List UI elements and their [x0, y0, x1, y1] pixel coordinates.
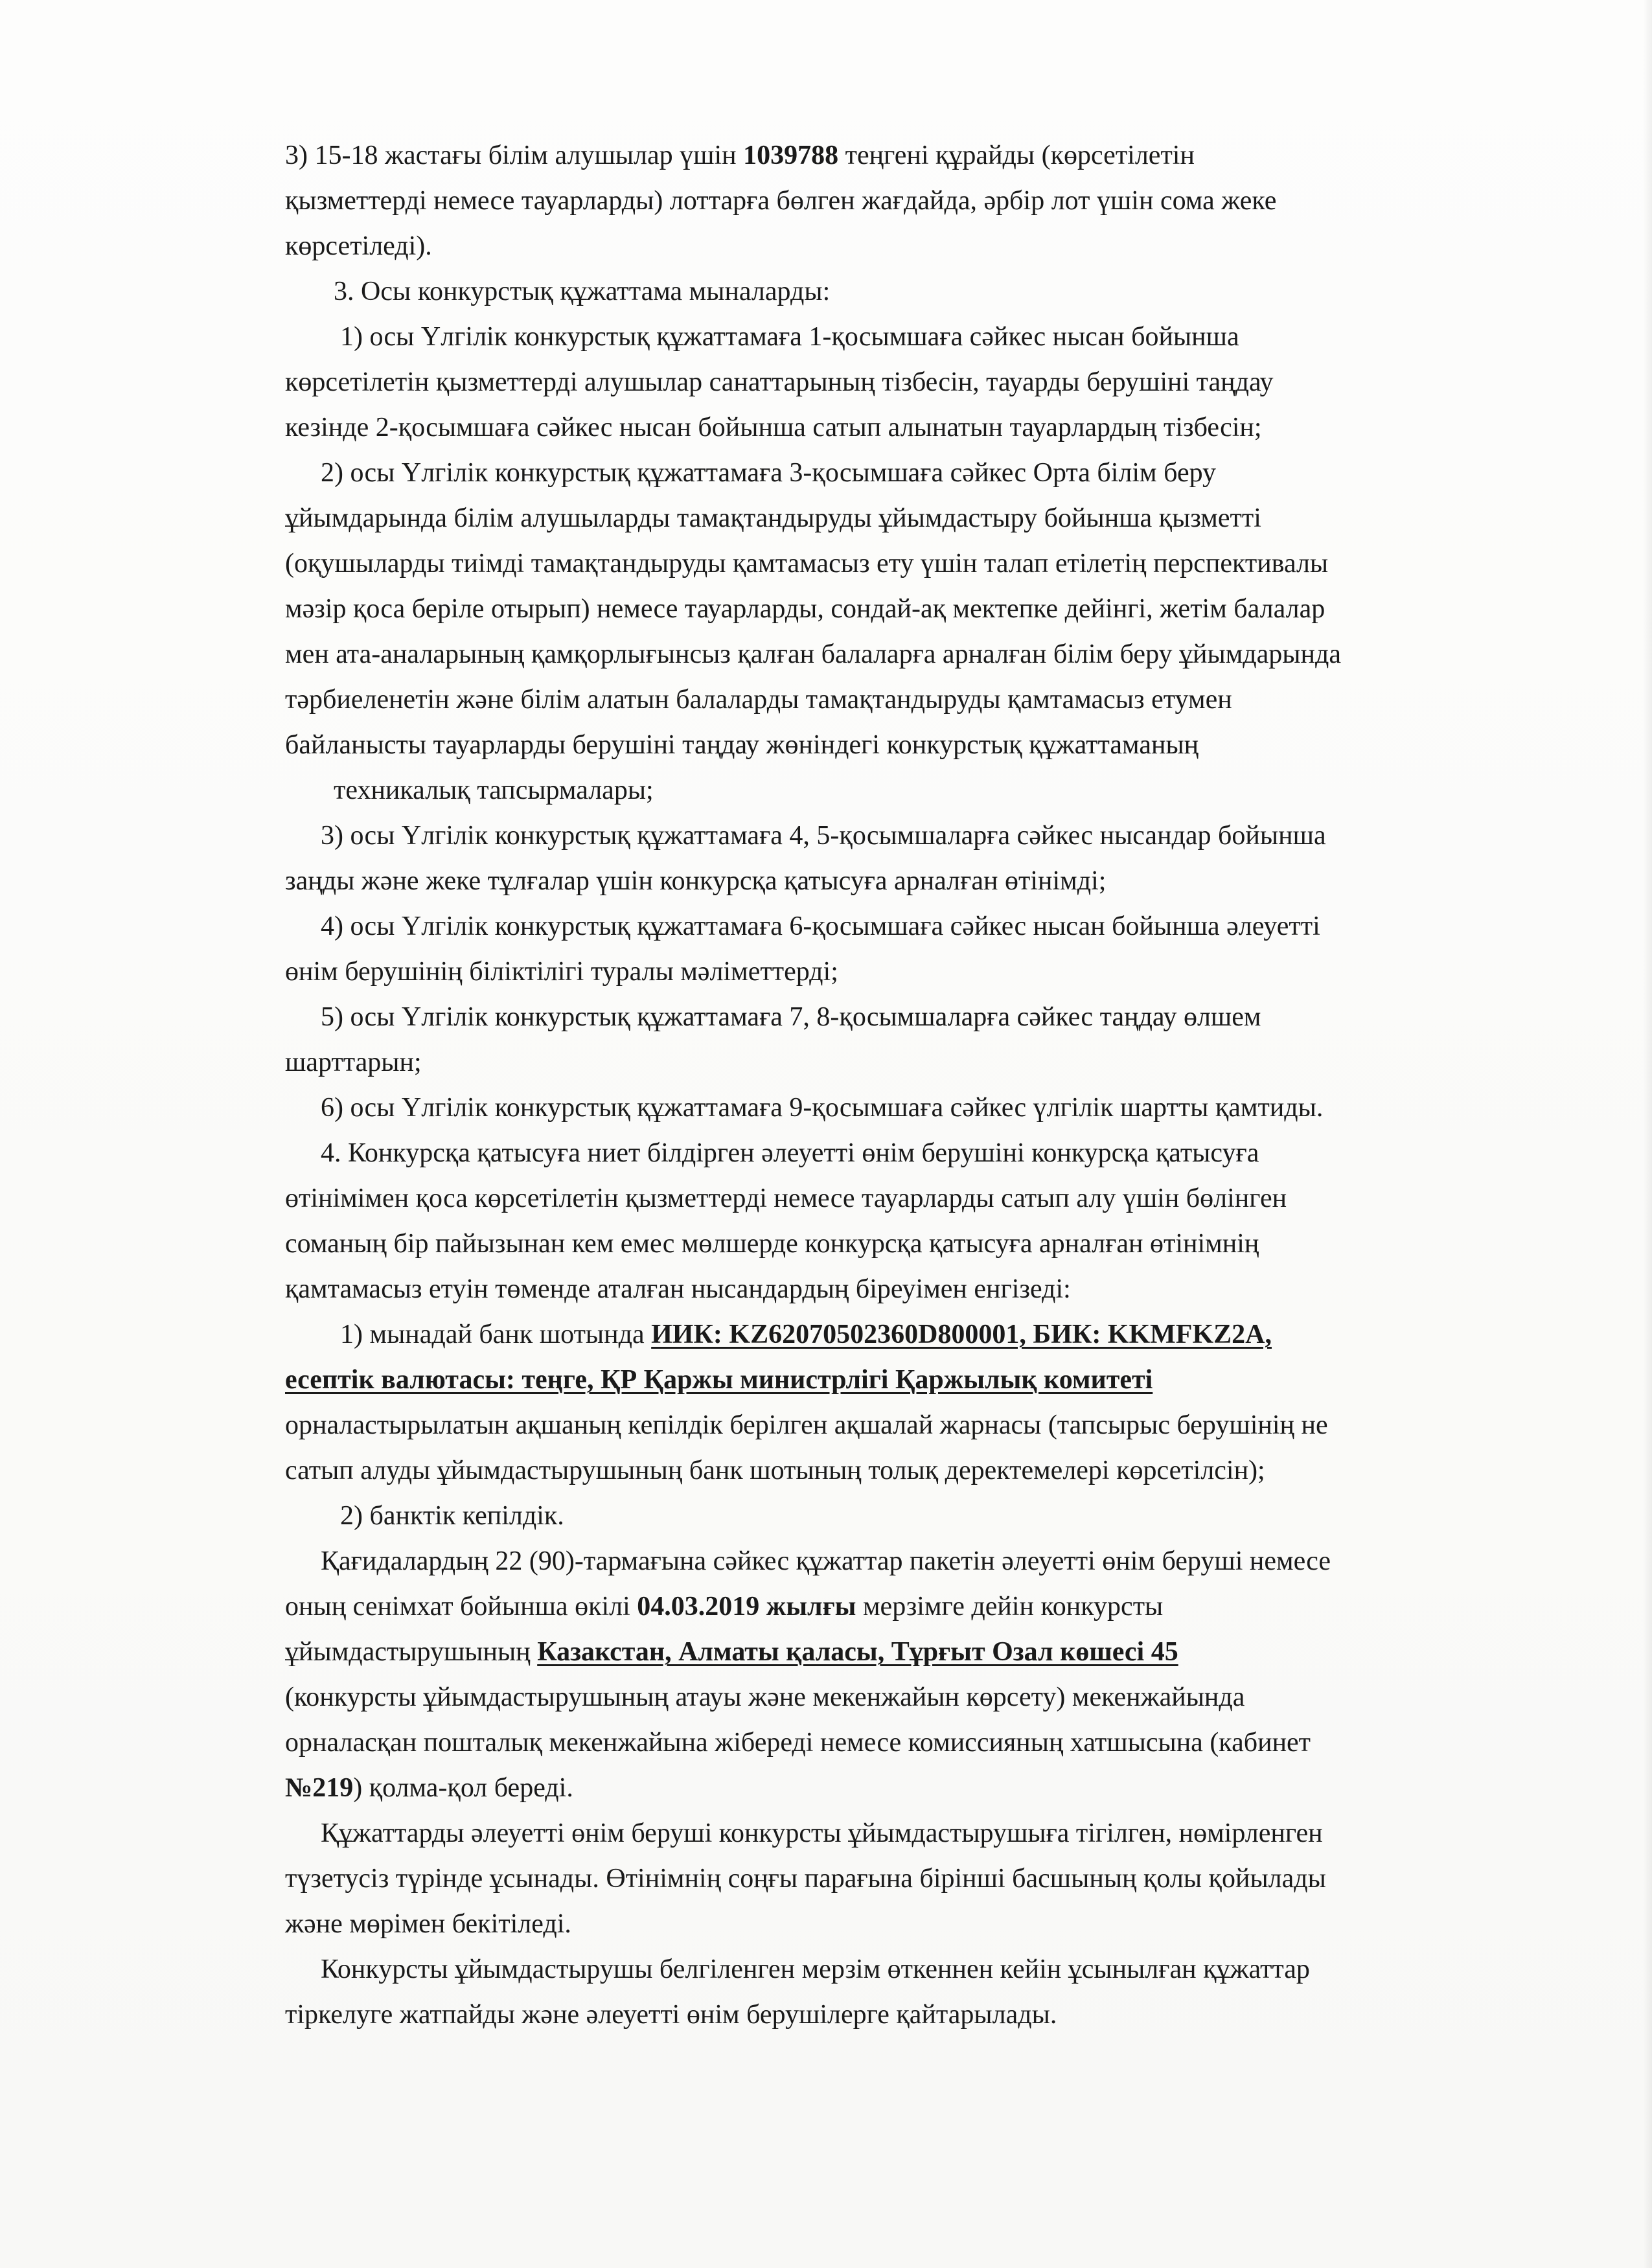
- text-line: тіркелуге жатпайды және әлеуетті өнім берушілерге қайтарылады.: [285, 2000, 1057, 2030]
- text-line: түзетусіз түрінде ұсынады. Өтінімнің соңғы парағына бірінші басшының қолы қойылады: [285, 1864, 1326, 1894]
- text-line: өтінімімен қоса көрсетілетін қызметтерді немесе тауарларды сатып алу үшін бөлінген: [285, 1184, 1287, 1213]
- text-line: 4. Конкурсқа қатысуға ниет білдірген әлеуетті өнім берушіні конкурсқа қатысуға: [321, 1138, 1259, 1168]
- list-item-1: [285, 314, 1529, 450]
- paragraph-section-3-intro: [285, 269, 1529, 314]
- page-edge-shadow: [1643, 0, 1652, 2268]
- text-line: 4) осы Үлгілік конкурстық құжаттамаға 6-қосымшаға сәйкес нысан бойынша әлеуетті: [321, 911, 1320, 941]
- list-item-4: [285, 904, 1529, 994]
- text-line: ұйымдарында білім алушыларды тамақтандыруды ұйымдастыру бойынша қызметті: [285, 503, 1261, 533]
- text-line: байланысты тауарларды берушіні таңдау жөніндегі конкурстық құжаттаманың: [285, 730, 1199, 760]
- text-line: (конкурсты ұйымдастырушының атауы және мекенжайын көрсету) мекенжайында: [285, 1682, 1245, 1712]
- text-line: орналасқан пошталық мекенжайына жібереді немесе комиссияның хатшысына (кабинет: [285, 1728, 1311, 1758]
- list-item-5: [285, 994, 1529, 1085]
- text-line: оның сенімхат бойынша өкілі 04.03.2019 жылғы мерзімге дейін конкурсты: [285, 1592, 1164, 1621]
- bank-account-item: [285, 1312, 1529, 1493]
- text-line: қызметтерді немесе тауарларды) лоттарға бөлген жағдайда, әрбір лот үшін сома жеке: [285, 186, 1277, 216]
- text-line: көрсетіледі).: [285, 231, 432, 261]
- list-item-3: [285, 813, 1529, 904]
- paragraph-late-documents: [285, 1947, 1529, 2037]
- text-line: қамтамасыз етуін төменде аталған нысандардың біреуімен енгізеді:: [285, 1274, 1071, 1304]
- bank-details-currency: есептік валютасы: теңге, ҚР Қаржы министрлігі Қаржылық комитеті: [285, 1365, 1153, 1395]
- document-body: [285, 133, 1529, 2037]
- text-line: 5) осы Үлгілік конкурстық құжаттамаға 7, 8-қосымшаларға сәйкес таңдау өлшем: [321, 1002, 1261, 1032]
- text-line: 3) осы Үлгілік конкурстық құжаттамаға 4, 5-қосымшаларға сәйкес нысандар бойынша: [321, 821, 1326, 851]
- text-line: көрсетілетін қызметтерді алушылар санаттарының тізбесін, тауарды берушіні таңдау: [285, 367, 1274, 397]
- paragraph-section-4: [285, 1130, 1529, 1312]
- text-line: мәзір қоса беріле отырып) немесе тауарларды, сондай-ақ мектепке дейінгі, жетім балалар: [285, 594, 1325, 624]
- bank-guarantee-item: [285, 1493, 1529, 1539]
- text-line: техникалық тапсырмалары;: [334, 775, 654, 805]
- text-line: Конкурсты ұйымдастырушы белгіленген мерзім өткеннен кейін ұсынылған құжаттар: [321, 1954, 1310, 1984]
- text-line: ұйымдастырушының Казакстан, Алматы қаласы, Тұрғыт Озал көшесі 45: [285, 1637, 1178, 1667]
- text-line: №219) қолма-қол береді.: [285, 1773, 573, 1803]
- text-line: мен ата-аналарының қамқорлығынсыз қалған балаларға арналған білім беру ұйымдарында: [285, 639, 1342, 669]
- paragraph-budget-15-18: [285, 133, 1529, 269]
- text-line: өнім берушінің біліктілігі туралы мәліметтерді;: [285, 957, 838, 987]
- text-line: 6) осы Үлгілік конкурстық құжаттамаға 9-қосымшаға сәйкес үлгілік шартты қамтиды.: [321, 1093, 1324, 1123]
- text-line: Қағидалардың 22 (90)-тармағына сәйкес құжаттар пакетін әлеуетті өнім беруші немесе: [321, 1546, 1331, 1576]
- text-line: 3) 15-18 жастағы білім алушылар үшін 1039788 теңгені құрайды (көрсетілетін: [285, 141, 1195, 170]
- amount-value: 1039788: [743, 141, 839, 170]
- text-line: шарттарын;: [285, 1048, 422, 1077]
- text-line: заңды және жеке тұлғалар үшін конкурсқа қатысуға арналған өтінімді;: [285, 866, 1107, 896]
- list-item-6: [285, 1085, 1529, 1130]
- text-line: (оқушыларды тиімді тамақтандыруды қамтамасыз ету үшін талап етілетің перспективалы: [285, 549, 1329, 578]
- paragraph-binding: [285, 1811, 1529, 1947]
- text-line: 2) банктік кепілдік.: [340, 1501, 564, 1531]
- text-line: 1) мынадай банк шотында ИИК: KZ62070502360D800001, БИК: KKMFKZ2A,: [340, 1320, 1272, 1349]
- text-line: 1) осы Үлгілік конкурстық құжаттамаға 1-қосымшаға сәйкес нысан бойынша: [340, 322, 1239, 352]
- cabinet-number: №219: [285, 1773, 354, 1803]
- organizer-address: Казакстан, Алматы қаласы, Тұрғыт Озал көшесі 45: [537, 1637, 1178, 1667]
- text-line: тәрбиеленетін және білім алатын балаларды тамақтандыруды қамтамасыз етумен: [285, 685, 1232, 715]
- text-line: сатып алуды ұйымдастырушының банк шотының толық деректемелері көрсетілсін);: [285, 1456, 1265, 1485]
- text-line: соманың бір пайызынан кем емес мөлшерде конкурсқа қатысуға арналған өтінімнің: [285, 1229, 1259, 1259]
- text-line: 3. Осы конкурстық құжаттама мыналарды:: [334, 277, 831, 306]
- list-item-2: [285, 450, 1529, 813]
- text-line: Құжаттарды әлеуетті өнім беруші конкурсты ұйымдастырушыға тігілген, нөмірленген: [321, 1818, 1323, 1848]
- text-line: 2) осы Үлгілік конкурстық құжаттамаға 3-қосымшаға сәйкес Орта білім беру: [321, 458, 1217, 488]
- text-line: және мөрімен бекітіледі.: [285, 1909, 571, 1939]
- text-line: кезінде 2-қосымшаға сәйкес нысан бойынша сатып алынатын тауарлардың тізбесін;: [285, 413, 1262, 442]
- text-line: орналастырылатын ақшаның кепілдік берілген ақшалай жарнасы (тапсырыс берушінің не: [285, 1410, 1328, 1440]
- text-line: [285, 1357, 1529, 1403]
- deadline-date: 04.03.2019 жылғы: [637, 1592, 856, 1621]
- paragraph-submission: [285, 1539, 1529, 1811]
- bank-details: ИИК: KZ62070502360D800001, БИК: KKMFKZ2A,: [651, 1320, 1272, 1349]
